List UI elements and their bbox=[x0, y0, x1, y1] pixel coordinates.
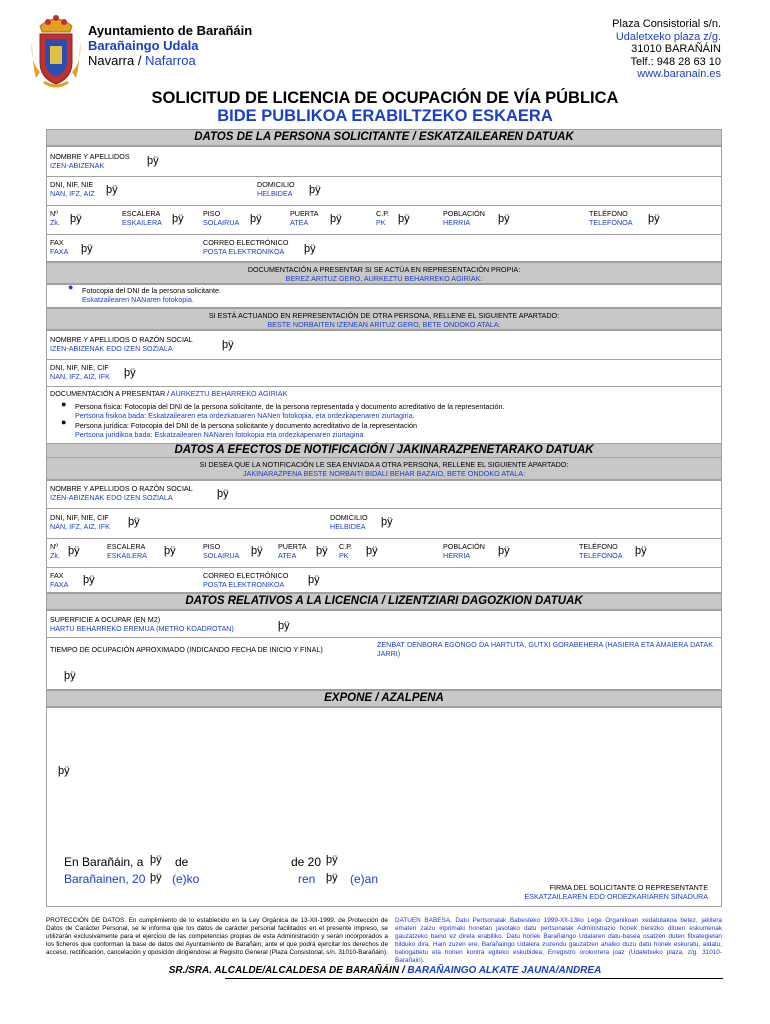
fax-label-es: FAX bbox=[50, 238, 64, 247]
door-label-eu: ATEA bbox=[290, 217, 309, 227]
notif-town-label-eu: HERRIA bbox=[443, 550, 471, 560]
notif-name-label bbox=[50, 485, 193, 502]
door-label bbox=[290, 210, 319, 227]
notif-address-label-es: DOMICILIO bbox=[330, 513, 368, 522]
phone-label bbox=[589, 210, 633, 227]
notif-stair-label-eu: ESKAILERA bbox=[107, 550, 147, 560]
notif-postcode-field[interactable]: þÿ bbox=[366, 545, 378, 557]
notif-number-label bbox=[50, 543, 60, 560]
rep-name-label bbox=[50, 336, 193, 353]
own-doc-item bbox=[82, 287, 221, 304]
notif-floor-field[interactable]: þÿ bbox=[251, 545, 263, 557]
bullet-icon: ● bbox=[68, 282, 74, 292]
notif-town-label-es: POBLACIÓN bbox=[443, 542, 485, 551]
floor-field[interactable]: þÿ bbox=[250, 213, 262, 225]
sign-day-field[interactable]: þÿ bbox=[150, 854, 162, 866]
address-eu: Udaletxeko plaza z/g. bbox=[615, 30, 721, 43]
notif-floor-label-eu: SOLAIRUA bbox=[203, 550, 240, 560]
notif-floor-label bbox=[203, 543, 239, 560]
dni-field[interactable]: þÿ bbox=[106, 184, 118, 196]
rep-doc-item-2-es: Persona jurídica: Fotocopia del DNI de la persona solicitante y documento acreditativo de la representación bbox=[75, 421, 417, 430]
notif-dni-label-eu: NAN, IFZ, AIZ, IFK bbox=[50, 521, 110, 531]
notif-number-field[interactable]: þÿ bbox=[68, 545, 80, 557]
notif-town-field[interactable]: þÿ bbox=[498, 545, 510, 557]
stair-label bbox=[122, 210, 162, 227]
notif-door-label bbox=[278, 543, 307, 560]
postcode-field[interactable]: þÿ bbox=[398, 213, 410, 225]
bullet-icon: ● bbox=[61, 399, 67, 409]
surface-label-es: SUPERFICIE A OCUPAR (EN M2) bbox=[50, 615, 161, 624]
postcode-label-eu: PK bbox=[376, 217, 386, 227]
rep-doc-item-1-es: Persona física: Fotocopia del DNI de la persona solicitante, de la persona representada y documento acreditativo de la representación. bbox=[75, 402, 505, 411]
region bbox=[88, 53, 196, 68]
sign-de20-label: de 20 bbox=[291, 855, 322, 869]
sign-year-field[interactable]: þÿ bbox=[326, 854, 338, 866]
notif-postcode-label bbox=[339, 543, 352, 560]
notif-name-label-es: NOMBRE Y APELLIDOS O RAZÓN SOCIAL bbox=[50, 484, 193, 493]
website-link[interactable]: www.baranain.es bbox=[637, 68, 721, 81]
notif-dni-label bbox=[50, 514, 110, 531]
notif-stair-field[interactable]: þÿ bbox=[164, 545, 176, 557]
representation-bar bbox=[46, 308, 722, 330]
sign-place-es bbox=[64, 855, 143, 869]
own-docs-bar bbox=[46, 262, 722, 284]
sign-place-eu: Barañainen, 20 bbox=[64, 872, 146, 886]
notif-address-label bbox=[330, 514, 368, 531]
notification-sub-es: SI DESEA QUE LA NOTIFICACIÓN LE SEA ENVIADA A OTRA PERSONA, RELLENE EL SIGUIENTE APARTADO: bbox=[199, 460, 569, 469]
notif-dni-field[interactable]: þÿ bbox=[128, 516, 140, 528]
expone-box bbox=[46, 707, 722, 907]
email-field[interactable]: þÿ bbox=[304, 243, 316, 255]
address-label-es: DOMICILIO bbox=[257, 180, 295, 189]
phone-label-eu: TELEFONOA bbox=[589, 217, 633, 227]
phone: Telf.: 948 28 63 10 bbox=[630, 55, 721, 68]
rep-dni-label bbox=[50, 364, 110, 381]
title-eu: BIDE PUBLIKOA ERABILTZEKO ESKAERA bbox=[217, 107, 553, 125]
representation-bar-eu: BESTE NORBAITEN IZENEAN ARITUZ GERO, BETE ONDOKO ATALA: bbox=[267, 320, 501, 329]
rep-docs-label-eu: AURKEZTU BEHARREKO AGIRIAK bbox=[170, 389, 288, 398]
bullet-icon: ● bbox=[61, 417, 67, 427]
number-field[interactable]: þÿ bbox=[70, 213, 82, 225]
notif-floor-label-es: PISO bbox=[203, 542, 221, 551]
dni-label bbox=[50, 181, 95, 198]
rep-docs-label bbox=[50, 390, 287, 399]
postcode-label bbox=[376, 210, 389, 227]
stair-label-eu: ESKAILERA bbox=[122, 217, 162, 227]
notif-fax-label-es: FAX bbox=[50, 571, 64, 580]
notification-sub-eu: JAKINARAZPENA BESTE NORBAITI BIDALI BEHAR BAZAIO, BETE ONDOKO ATALA: bbox=[242, 469, 526, 478]
name-label-eu: IZEN-ABIZENAK bbox=[50, 160, 105, 170]
rep-dni-field[interactable]: þÿ bbox=[124, 367, 136, 379]
sign-en-label: En Barañáin, a bbox=[64, 855, 144, 869]
address-field[interactable]: þÿ bbox=[309, 184, 321, 196]
notif-email-label-eu: POSTA ELEKTRONIKOA bbox=[203, 579, 285, 589]
email-label-es: CORREO ELECTRÓNICO bbox=[203, 238, 289, 247]
notif-dni-label-es: DNI, NIF, NIE, CIF bbox=[50, 513, 109, 522]
signature-label-es: FIRMA DEL SOLICITANTE O REPRESENTANTE bbox=[549, 883, 708, 892]
notif-email-label-es: CORREO ELECTRÓNICO bbox=[203, 571, 289, 580]
rep-doc-item-2-eu: Pertsona juridikoa bada: Eskatzailearen NANaren fotokopia eta ordezkapenaren ziurtagiria bbox=[75, 429, 364, 439]
signature-label bbox=[524, 884, 708, 901]
surface-label-eu: HARTU BEHARREKO EREMUA (METRO KOADROTAN) bbox=[50, 623, 234, 633]
rep-name-label-es: NOMBRE Y APELLIDOS O RAZÓN SOCIAL bbox=[50, 335, 193, 344]
notif-name-label-eu: IZEN-ABIZENAK EDO IZEN SOZIALA bbox=[50, 492, 173, 502]
rep-docs-label-es: DOCUMENTACIÓN A PRESENTAR / bbox=[50, 389, 171, 398]
town-label-es: POBLACIÓN bbox=[443, 209, 485, 218]
rep-doc-item-1 bbox=[75, 403, 505, 420]
rep-doc-item-1-eu: Pertsona fisikoa bada: Eskatzailearen eta ordezkatuaren NANen fotokopia, eta ordezkapenaren ziurtagiria. bbox=[75, 410, 415, 420]
number-label bbox=[50, 210, 60, 227]
address-label-eu: HELBIDEA bbox=[257, 188, 293, 198]
rep-dni-label-eu: NAN, IFZ, AIZ, IFK bbox=[50, 371, 110, 381]
number-label-eu: Zk. bbox=[50, 217, 60, 227]
region-eu: Nafarroa bbox=[145, 53, 196, 68]
rep-dni-label-es: DNI, NIF, NIE, CIF bbox=[50, 363, 109, 372]
duration-label-es: TIEMPO DE OCUPACIÓN APROXIMADO (INDICANDO FECHA DE INICIO Y FINAL) bbox=[50, 645, 323, 654]
duration-field[interactable]: þÿ bbox=[64, 670, 76, 682]
addressee-es: SR./SRA. ALCALDE/ALCALDESA DE BARAÑÁIN bbox=[168, 965, 400, 976]
section-header-expone: EXPONE / AZALPENA bbox=[46, 690, 722, 707]
notif-stair-label bbox=[107, 543, 147, 560]
own-docs-bar-eu: BEREZ ARITUZ GERO, AURKEZTU BEHARREKO AGIRIAK: bbox=[285, 274, 483, 283]
notif-email-field[interactable]: þÿ bbox=[308, 574, 320, 586]
duration-label-eu: ZENBAT DENBORA EGONGO DA HARTUTA, GUTXI GORABEHERA (HASIERA ETA AMAIERA DATAK JARRI) bbox=[377, 640, 713, 658]
postcode-label-es: C.P. bbox=[376, 209, 390, 218]
notif-town-label bbox=[443, 543, 485, 560]
privacy-text-es: PROTECCIÓN DE DATOS. En cumplimiento de lo establecido en la Ley Orgánica de 13-XII-1999, de Protección de Datos de Carácter Personal, se le informa que los datos de carácter personal facilitados en el presente impreso, se utilizarán exclusivamente para el ejercicio de las competencias propias de esta Administración y serán incorporados a los ficheros que conforman la base de datos del Ayuntamiento de Barañáin, ante el que podrá ejercitar los derechos de acceso, rectificación, cancelación y oposición dirigiéndose al Registro General (Plaza Consistorial, s/n. 31010-Barañáin). bbox=[46, 917, 388, 956]
fax-label bbox=[50, 239, 68, 256]
section-header-licence: DATOS RELATIVOS A LA LICENCIA / LIZENTZIARI DAGOZKION DATUAK bbox=[46, 593, 722, 610]
notif-phone-label-eu: TELEFONOA bbox=[579, 550, 623, 560]
name-label bbox=[50, 153, 130, 170]
door-label-es: PUERTA bbox=[290, 209, 319, 218]
dni-label-eu: NAN, IFZ, AIZ bbox=[50, 188, 95, 198]
addressee-separator: / bbox=[399, 965, 408, 976]
notif-door-field[interactable]: þÿ bbox=[316, 545, 328, 557]
sign-de-label: de bbox=[175, 855, 189, 869]
own-doc-item-eu: Eskatzailearen NANaren fotokopia. bbox=[82, 294, 194, 304]
representation-bar-es: SI ESTÁ ACTUANDO EN REPRESENTACIÓN DE OTRA PERSONA, RELLENE EL SIGUIENTE APARTADO: bbox=[208, 311, 560, 320]
notif-door-label-eu: ATEA bbox=[278, 550, 297, 560]
floor-label bbox=[203, 210, 239, 227]
title-es: SOLICITUD DE LICENCIA DE OCUPACIÓN DE VÍA PÚBLICA bbox=[151, 89, 619, 107]
sign-ean-label: (e)an bbox=[350, 872, 379, 886]
name-field[interactable]: þÿ bbox=[147, 155, 159, 167]
notif-number-label-eu: Zk. bbox=[50, 550, 60, 560]
surface-label bbox=[50, 616, 234, 633]
own-docs-bar-es: DOCUMENTACIÓN A PRESENTAR SI SE ACTÚA EN REPRESENTACIÓN PROPIA: bbox=[247, 265, 521, 274]
notification-sub-bar bbox=[46, 458, 722, 480]
door-field[interactable]: þÿ bbox=[330, 213, 342, 225]
notif-name-field[interactable]: þÿ bbox=[217, 488, 229, 500]
own-doc-item-es: Fotocopia del DNI de la persona solicitante. bbox=[82, 286, 222, 295]
notif-fax-label-eu: FAXA bbox=[50, 579, 69, 589]
coat-of-arms-logo bbox=[30, 12, 82, 90]
phone-field[interactable]: þÿ bbox=[648, 213, 660, 225]
notif-fax-field[interactable]: þÿ bbox=[83, 574, 95, 586]
dni-label-es: DNI, NIF, NIE bbox=[50, 180, 94, 189]
stair-field[interactable]: þÿ bbox=[172, 213, 184, 225]
notif-postcode-label-es: C.P. bbox=[339, 542, 353, 551]
notif-door-label-es: PUERTA bbox=[278, 542, 307, 551]
org-name-eu: Barañaingo Udala bbox=[88, 38, 199, 53]
rep-doc-item-2 bbox=[75, 422, 417, 439]
sign-eko-label: (e)ko bbox=[172, 872, 200, 886]
notif-email-label bbox=[203, 572, 288, 589]
rep-name-field[interactable]: þÿ bbox=[222, 339, 234, 351]
town-label bbox=[443, 210, 485, 227]
region-es: Navarra bbox=[88, 53, 135, 68]
notif-phone-label bbox=[579, 543, 623, 560]
sign-ren-label: ren bbox=[298, 872, 316, 886]
notif-stair-label-es: ESCALERA bbox=[107, 542, 146, 551]
rep-name-label-eu: IZEN-ABIZENAK EDO IZEN SOZIALA bbox=[50, 343, 173, 353]
postal-code: 31010 BARAÑÁIN bbox=[631, 43, 721, 56]
town-label-eu: HERRIA bbox=[443, 217, 471, 227]
address-label bbox=[257, 181, 295, 198]
notif-address-field[interactable]: þÿ bbox=[381, 516, 393, 528]
email-label-eu: POSTA ELEKTRONIKOA bbox=[203, 246, 285, 256]
notif-phone-label-es: TELÉFONO bbox=[579, 542, 618, 551]
address-block bbox=[612, 18, 721, 81]
expone-field[interactable]: þÿ bbox=[58, 765, 70, 777]
number-label-es: Nº bbox=[50, 209, 58, 218]
privacy-text-eu: DATUEN BABESA. Datu Pertsonalak Babesteko 1999-XII-13ko Lege Organikoan xedatutakoa betez, jakitera ematen zaizu inprimaki honetan jasotako datu pertsonalak Administrazio honek berezko dituen eskumenak gauzatzeko baino ez direla erabiliko. Datu horiek Barañaingo Udalaren datu-basea osatzen duten fitxategietan bilduko dira. Hain zuzen ere, Barañaingo Udalera zuzendu gauzatzen ahalko duzu datu horiek eskuratu, aldatu, baliogabetu eta horien kontra egiteko eskubidea, Erregistro orokorrera joaz (Udaletxeko plaza, z/g. 31010-Barañain). bbox=[395, 917, 722, 964]
section-header-applicant: DATOS DE LA PERSONA SOLICITANTE / ESKATZAILEAREN DATUAK bbox=[46, 129, 722, 146]
town-field[interactable]: þÿ bbox=[498, 213, 510, 225]
notif-number-label-es: Nº bbox=[50, 542, 58, 551]
addressee bbox=[0, 965, 770, 976]
region-separator: / bbox=[134, 53, 146, 68]
fax-label-eu: FAXA bbox=[50, 246, 69, 256]
stair-label-es: ESCALERA bbox=[122, 209, 161, 218]
email-label bbox=[203, 239, 288, 256]
sign-year-field-eu[interactable]: þÿ bbox=[150, 872, 162, 884]
address-es: Plaza Consistorial s/n. bbox=[612, 18, 721, 30]
org-name-es: Ayuntamiento de Barañáin bbox=[88, 23, 253, 38]
floor-label-eu: SOLAIRUA bbox=[203, 217, 240, 227]
notif-address-label-eu: HELBIDEA bbox=[330, 521, 366, 531]
floor-label-es: PISO bbox=[203, 209, 221, 218]
signature-label-eu: ESKATZAILEAREN EDO ORDEZKARIAREN SINADURA bbox=[524, 891, 708, 901]
notif-fax-label bbox=[50, 572, 68, 589]
sign-month-field-eu[interactable]: þÿ bbox=[326, 872, 338, 884]
notif-postcode-label-eu: PK bbox=[339, 550, 349, 560]
section-header-notification: DATOS A EFECTOS DE NOTIFICACIÓN / JAKINARAZPENETARAKO DATUAK bbox=[46, 443, 722, 458]
addressee-eu: BARAÑAINGO ALKATE JAUNA/ANDREA bbox=[407, 965, 602, 976]
name-label-es: NOMBRE Y APELLIDOS bbox=[50, 152, 130, 161]
fax-field[interactable]: þÿ bbox=[81, 243, 93, 255]
surface-field[interactable]: þÿ bbox=[278, 620, 290, 632]
notif-phone-field[interactable]: þÿ bbox=[635, 545, 647, 557]
phone-label-es: TELÉFONO bbox=[589, 209, 628, 218]
